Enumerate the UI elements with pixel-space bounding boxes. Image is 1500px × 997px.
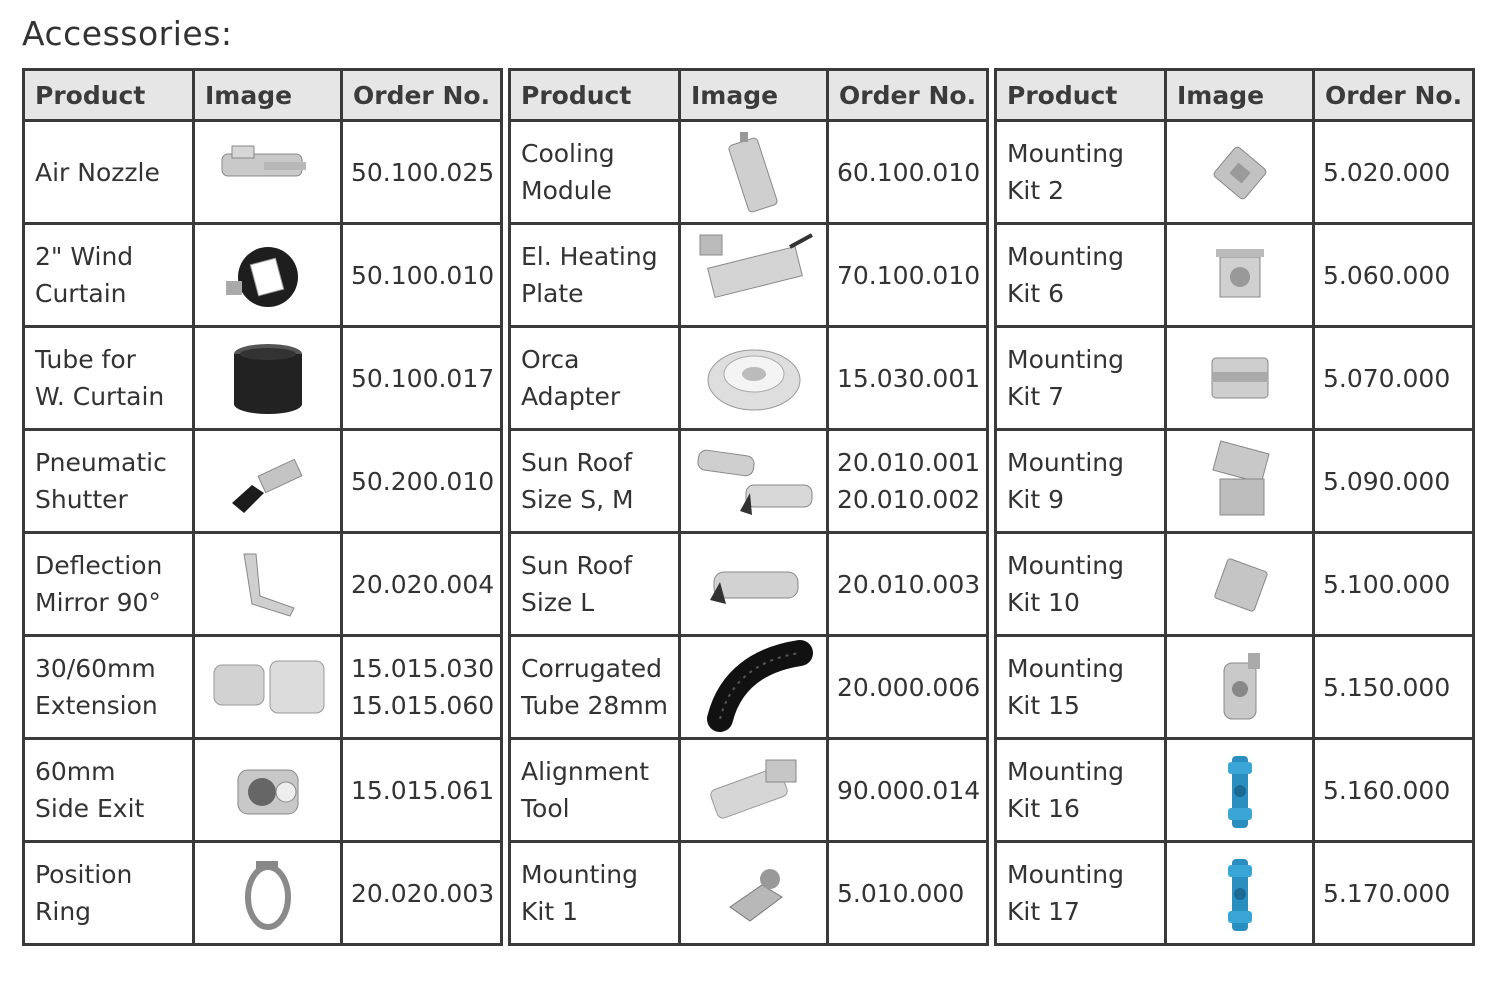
product-name xyxy=(996,739,1166,842)
product-image-cell xyxy=(194,121,342,224)
product-name-line: Sun Roof xyxy=(521,448,633,477)
product-name xyxy=(996,121,1166,224)
product-name-line: Kit 9 xyxy=(1007,485,1064,514)
product-name-line: Size S, M xyxy=(521,485,634,514)
accessories-tables xyxy=(22,68,1475,946)
product-image-cell xyxy=(680,224,828,327)
table-row xyxy=(996,636,1474,739)
product-name xyxy=(510,533,680,636)
order-number xyxy=(828,842,988,945)
product-image-cell xyxy=(1166,636,1314,739)
order-number-line: 20.010.001 xyxy=(837,448,981,477)
table-row xyxy=(510,121,988,224)
table-row xyxy=(996,224,1474,327)
product-name-line: Curtain xyxy=(35,279,127,308)
product-name-line: Shutter xyxy=(35,485,128,514)
table-row xyxy=(996,430,1474,533)
product-name xyxy=(996,430,1166,533)
order-number-line: 15.030.001 xyxy=(837,363,981,393)
table-row xyxy=(24,430,502,533)
mounting-kit-17-icon xyxy=(1176,845,1304,941)
product-image-cell xyxy=(680,430,828,533)
product-name-line: Ring xyxy=(35,897,92,926)
header-row xyxy=(996,70,1474,121)
product-name xyxy=(510,739,680,842)
product-name xyxy=(24,430,194,533)
product-image-cell xyxy=(1166,121,1314,224)
order-number xyxy=(342,327,502,430)
product-name-line: Mounting xyxy=(1007,139,1125,168)
table-row xyxy=(510,636,988,739)
product-image-cell xyxy=(194,739,342,842)
product-image-cell xyxy=(680,533,828,636)
image-column-header: Image xyxy=(680,70,828,121)
product-image-cell xyxy=(680,739,828,842)
product-name-line: 30/60mm xyxy=(35,654,156,683)
table-row xyxy=(24,533,502,636)
corrugated-tube-icon xyxy=(690,639,818,735)
product-name-line: Orca xyxy=(521,345,580,374)
product-name xyxy=(510,430,680,533)
order-number-line: 20.010.002 xyxy=(837,485,981,514)
product-name-line: Air Nozzle xyxy=(35,157,160,187)
product-name xyxy=(510,121,680,224)
order-number-line: 50.100.010 xyxy=(351,260,495,290)
product-image-cell xyxy=(1166,224,1314,327)
mounting-kit-1-icon xyxy=(690,845,818,941)
table-row xyxy=(24,636,502,739)
product-name xyxy=(510,636,680,739)
order-number xyxy=(342,739,502,842)
product-image-cell xyxy=(680,636,828,739)
product-column-header: Product xyxy=(510,70,680,121)
product-name-line: Extension xyxy=(35,691,158,720)
product-name xyxy=(24,739,194,842)
product-name-line: Mounting xyxy=(521,860,639,889)
product-name-line: Mounting xyxy=(1007,654,1125,683)
accessories-table-1 xyxy=(22,68,503,946)
order-number-line: 5.060.000 xyxy=(1323,260,1451,290)
image-column-header: Image xyxy=(194,70,342,121)
product-image-cell xyxy=(194,224,342,327)
header-row xyxy=(24,70,502,121)
product-name-line: Kit 6 xyxy=(1007,279,1064,308)
tube-icon xyxy=(204,330,332,426)
product-image-cell xyxy=(680,842,828,945)
mounting-kit-15-icon xyxy=(1176,639,1304,735)
table-row xyxy=(24,121,502,224)
cooling-module-icon xyxy=(690,124,818,220)
product-name xyxy=(510,327,680,430)
table-row xyxy=(996,327,1474,430)
order-number xyxy=(828,327,988,430)
product-image-cell xyxy=(194,636,342,739)
product-name xyxy=(996,327,1166,430)
order-number-line: 15.015.030 xyxy=(351,654,495,683)
mounting-kit-6-icon xyxy=(1176,227,1304,323)
order-number xyxy=(1314,121,1474,224)
product-name-line: Tube for xyxy=(35,345,136,374)
product-name-line: Mounting xyxy=(1007,345,1125,374)
product-name-line: Module xyxy=(521,176,612,205)
product-name-line: Corrugated xyxy=(521,654,662,683)
mounting-kit-7-icon xyxy=(1176,330,1304,426)
mounting-kit-16-icon xyxy=(1176,742,1304,838)
table-row xyxy=(24,327,502,430)
product-column-header: Product xyxy=(24,70,194,121)
order-number-line: 5.170.000 xyxy=(1323,878,1451,908)
product-image-cell xyxy=(194,327,342,430)
wind-curtain-icon xyxy=(204,227,332,323)
product-name-line: Adapter xyxy=(521,382,621,411)
product-name-line: Mounting xyxy=(1007,860,1125,889)
order-number xyxy=(1314,842,1474,945)
product-name-line: Kit 2 xyxy=(1007,176,1064,205)
order-number-line: 60.100.010 xyxy=(837,157,981,187)
order-number-line: 15.015.061 xyxy=(351,775,495,805)
pneumatic-shutter-icon xyxy=(204,433,332,529)
order-number-line: 15.015.060 xyxy=(351,691,495,720)
accessories-table-3 xyxy=(994,68,1475,946)
product-name-line: Sun Roof xyxy=(521,551,633,580)
order-number xyxy=(828,224,988,327)
table-row xyxy=(510,327,988,430)
table-row xyxy=(24,739,502,842)
product-name-line: Kit 1 xyxy=(521,897,578,926)
product-name-line: Tool xyxy=(521,794,570,823)
order-number-line: 5.160.000 xyxy=(1323,775,1451,805)
product-name-line: W. Curtain xyxy=(35,382,165,411)
heating-plate-icon xyxy=(690,227,818,323)
product-image-cell xyxy=(1166,327,1314,430)
product-name-line: Kit 10 xyxy=(1007,588,1080,617)
product-name-line: Kit 16 xyxy=(1007,794,1080,823)
order-number xyxy=(342,121,502,224)
order-number xyxy=(342,842,502,945)
product-name xyxy=(996,533,1166,636)
order-number-line: 20.010.003 xyxy=(837,569,981,599)
product-name xyxy=(24,121,194,224)
product-image-cell xyxy=(1166,739,1314,842)
order-number-line: 50.200.010 xyxy=(351,466,495,496)
order-number-line: 5.090.000 xyxy=(1323,466,1451,496)
product-name xyxy=(24,842,194,945)
table-row xyxy=(996,533,1474,636)
order-number-line: 5.100.000 xyxy=(1323,569,1451,599)
air-nozzle-icon xyxy=(204,124,332,220)
order-number xyxy=(1314,224,1474,327)
mounting-kit-10-icon xyxy=(1176,536,1304,632)
product-image-cell xyxy=(1166,842,1314,945)
sun-roof-l-icon xyxy=(690,536,818,632)
product-column-header: Product xyxy=(996,70,1166,121)
product-name-line: Size L xyxy=(521,588,595,617)
table-row xyxy=(510,430,988,533)
order-number-line: 5.150.000 xyxy=(1323,672,1451,702)
order-no-column-header: Order No. xyxy=(342,70,502,121)
order-number-line: 90.000.014 xyxy=(837,775,981,805)
order-number xyxy=(828,121,988,224)
order-number xyxy=(342,636,502,739)
product-name xyxy=(510,224,680,327)
product-image-cell xyxy=(1166,533,1314,636)
product-name-line: Mirror 90° xyxy=(35,588,161,617)
deflection-mirror-icon xyxy=(204,536,332,632)
order-number xyxy=(342,430,502,533)
product-name-line: 2" Wind xyxy=(35,242,134,271)
order-number xyxy=(828,739,988,842)
table-row xyxy=(510,533,988,636)
product-name-line: Mounting xyxy=(1007,757,1125,786)
order-no-column-header: Order No. xyxy=(1314,70,1474,121)
order-number-line: 50.100.025 xyxy=(351,157,495,187)
product-name xyxy=(24,533,194,636)
table-row xyxy=(996,739,1474,842)
product-image-cell xyxy=(194,533,342,636)
header-row xyxy=(510,70,988,121)
order-number-line: 5.070.000 xyxy=(1323,363,1451,393)
product-image-cell xyxy=(680,327,828,430)
table-row xyxy=(510,739,988,842)
order-number xyxy=(828,533,988,636)
product-image-cell xyxy=(1166,430,1314,533)
order-number xyxy=(342,533,502,636)
order-number-line: 70.100.010 xyxy=(837,260,981,290)
product-name-line: Kit 7 xyxy=(1007,382,1064,411)
mounting-kit-9-icon xyxy=(1176,433,1304,529)
order-number-line: 20.000.006 xyxy=(837,672,981,702)
order-number xyxy=(1314,636,1474,739)
product-name-line: Cooling xyxy=(521,139,615,168)
product-name-line: Kit 17 xyxy=(1007,897,1080,926)
order-number-line: 20.020.003 xyxy=(351,878,495,908)
side-exit-icon xyxy=(204,742,332,838)
order-number xyxy=(1314,533,1474,636)
sun-roof-sm-icon xyxy=(690,433,818,529)
order-number-line: 5.010.000 xyxy=(837,878,965,908)
product-name-line: Side Exit xyxy=(35,794,145,823)
table-row xyxy=(996,121,1474,224)
product-name-line: Pneumatic xyxy=(35,448,167,477)
table-row xyxy=(510,224,988,327)
page-title: Accessories: xyxy=(22,14,233,53)
alignment-tool-icon xyxy=(690,742,818,838)
product-image-cell xyxy=(194,842,342,945)
product-name-line: Deflection xyxy=(35,551,163,580)
order-no-column-header: Order No. xyxy=(828,70,988,121)
product-name-line: 60mm xyxy=(35,757,116,786)
product-name-line: Position xyxy=(35,860,133,889)
product-name-line: Plate xyxy=(521,279,584,308)
order-number xyxy=(1314,327,1474,430)
product-name xyxy=(996,842,1166,945)
table-row xyxy=(510,842,988,945)
product-name xyxy=(996,224,1166,327)
orca-adapter-icon xyxy=(690,330,818,426)
image-column-header: Image xyxy=(1166,70,1314,121)
product-image-cell xyxy=(680,121,828,224)
product-name-line: Kit 15 xyxy=(1007,691,1080,720)
table-row xyxy=(24,224,502,327)
table-row xyxy=(24,842,502,945)
product-name-line: El. Heating xyxy=(521,242,658,271)
product-name-line: Mounting xyxy=(1007,242,1125,271)
order-number xyxy=(1314,739,1474,842)
product-name xyxy=(510,842,680,945)
product-name xyxy=(24,327,194,430)
order-number xyxy=(1314,430,1474,533)
product-image-cell xyxy=(194,430,342,533)
product-name xyxy=(24,224,194,327)
order-number xyxy=(342,224,502,327)
order-number-line: 20.020.004 xyxy=(351,569,495,599)
accessories-table-2 xyxy=(508,68,989,946)
extension-icon xyxy=(204,639,332,735)
table-row xyxy=(996,842,1474,945)
order-number-line: 50.100.017 xyxy=(351,363,495,393)
product-name-line: Mounting xyxy=(1007,551,1125,580)
product-name-line: Mounting xyxy=(1007,448,1125,477)
order-number xyxy=(828,430,988,533)
mounting-kit-2-icon xyxy=(1176,124,1304,220)
product-name xyxy=(996,636,1166,739)
position-ring-icon xyxy=(204,845,332,941)
product-name xyxy=(24,636,194,739)
order-number-line: 5.020.000 xyxy=(1323,157,1451,187)
product-name-line: Tube 28mm xyxy=(521,691,669,720)
order-number xyxy=(828,636,988,739)
product-name-line: Alignment xyxy=(521,757,650,786)
